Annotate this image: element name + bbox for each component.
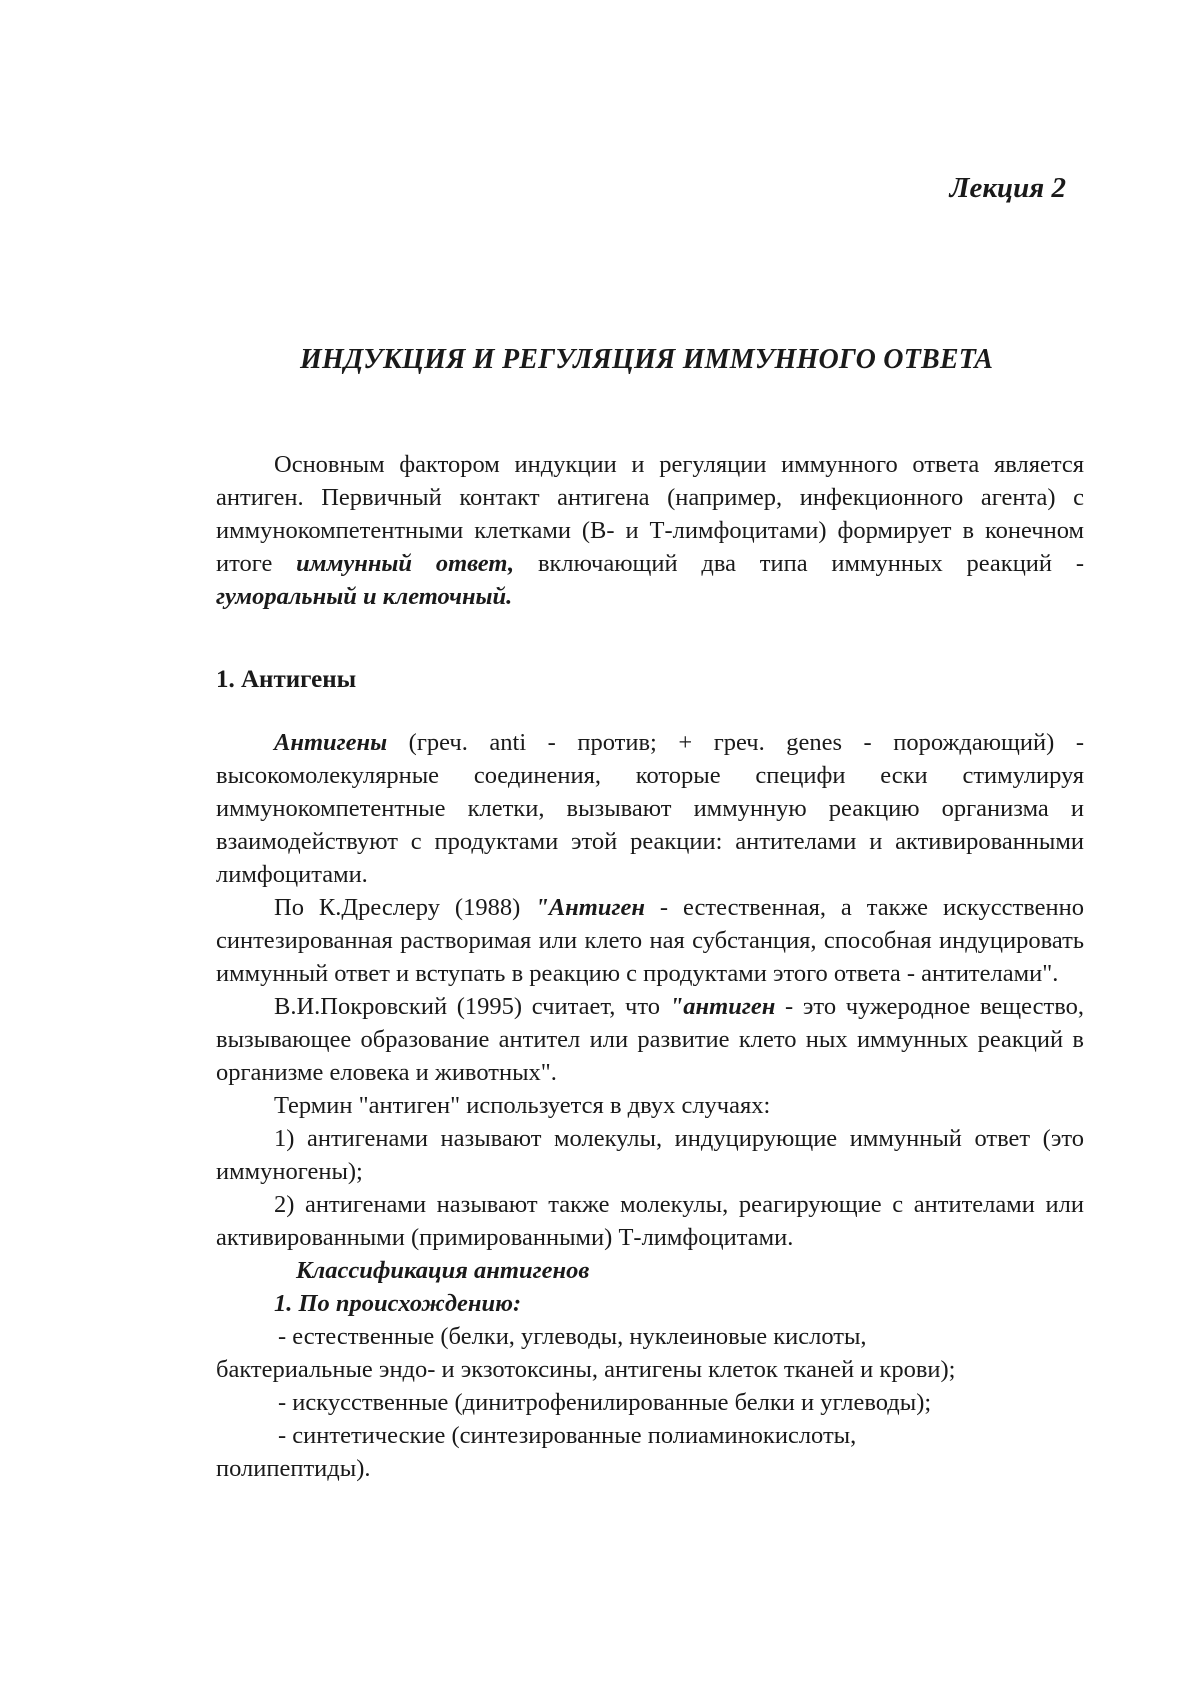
intro-text-1: Основным фактором индукции и регуляции иммунного ответа является антиген. Первичный контакт антигена (например, инфекционного агента) с иммунокомпетентными клетками (В- и Т-лимфоцитами) формирует в конечном итоге xyxy=(216,451,1084,577)
term-usage-paragraph: Термин "антиген" используется в двух случаях: xyxy=(274,1092,771,1119)
list-item-synthetic: - синтетические (синтезированные полиаминокислоты, xyxy=(278,1422,857,1449)
classification-heading: Классификация антигенов xyxy=(296,1257,590,1284)
pokrovsky-text-2: - это чужеродное вещество, вызывающее образование антител или развитие клето ных иммунных реакций в организме еловека и животных". xyxy=(216,993,1084,1086)
section-antigens xyxy=(216,663,1084,696)
usage-item-1: 1) антигенами называют молекулы, индуцирующие иммунный ответ (это иммуногены); xyxy=(216,1125,1084,1185)
intro-em-immune-response: иммунный ответ, xyxy=(296,550,515,577)
section-heading-antigens: 1. Антигены xyxy=(216,666,357,693)
intro-text-2: включающий два типа иммунных реакций - xyxy=(514,550,1084,577)
dresler-paragraph xyxy=(216,891,1084,990)
usage-item-2: 2) антигенами называют также молекулы, реагирующие с антителами или активированными (примированными) Т-лимфоцитами. xyxy=(216,1191,1084,1251)
antigens-body xyxy=(216,726,1084,1485)
pokrovsky-em-antigen: "антиген xyxy=(669,993,776,1020)
antigens-definition-paragraph xyxy=(216,726,1084,891)
intro-block xyxy=(216,448,1084,613)
intro-paragraph xyxy=(216,448,1084,613)
list-item-synthetic-cont: полипептиды). xyxy=(216,1455,371,1482)
classification-subheading-origin: 1. По происхождению: xyxy=(274,1290,522,1317)
antigens-definition-text: (греч. anti - против; + греч. genes - порождающий) - высокомолекулярные соединения, которые специфи ески стимулируя иммунокомпетентные клетки, вызывают иммунную реакцию организма и взаимодействуют с продуктами этой реакции: антителами и активированными лимфоцитами. xyxy=(216,729,1084,888)
lecture-label: Лекция 2 xyxy=(949,172,1066,204)
pokrovsky-paragraph xyxy=(216,990,1084,1089)
dresler-text-2: - естественная, а также искусственно синтезированная растворимая или клето ная субстанция, способная индуцировать иммунный ответ и вступать в реакцию с продуктами этого ответа - антителами". xyxy=(216,894,1085,987)
page-title: ИНДУКЦИЯ И РЕГУЛЯЦИЯ ИММУННОГО ОТВЕТА xyxy=(300,344,994,375)
pokrovsky-text-1: В.И.Покровский (1995) считает, что xyxy=(274,993,670,1020)
dresler-em-antigen: "Антиген xyxy=(535,894,645,921)
dresler-text-1: По К.Дреслеру (1988) xyxy=(274,894,536,921)
list-item-natural: - естественные (белки, углеводы, нуклеиновые кислоты, xyxy=(278,1323,867,1350)
list-item-natural-cont: бактериальные эндо- и экзотоксины, антигены клеток тканей и крови); xyxy=(216,1356,956,1383)
list-item-artificial: - искусственные (динитрофенилированные белки и углеводы); xyxy=(278,1389,932,1416)
antigens-term: Антигены xyxy=(274,729,388,756)
intro-em-response-types: гуморальный и клеточный. xyxy=(216,583,513,610)
